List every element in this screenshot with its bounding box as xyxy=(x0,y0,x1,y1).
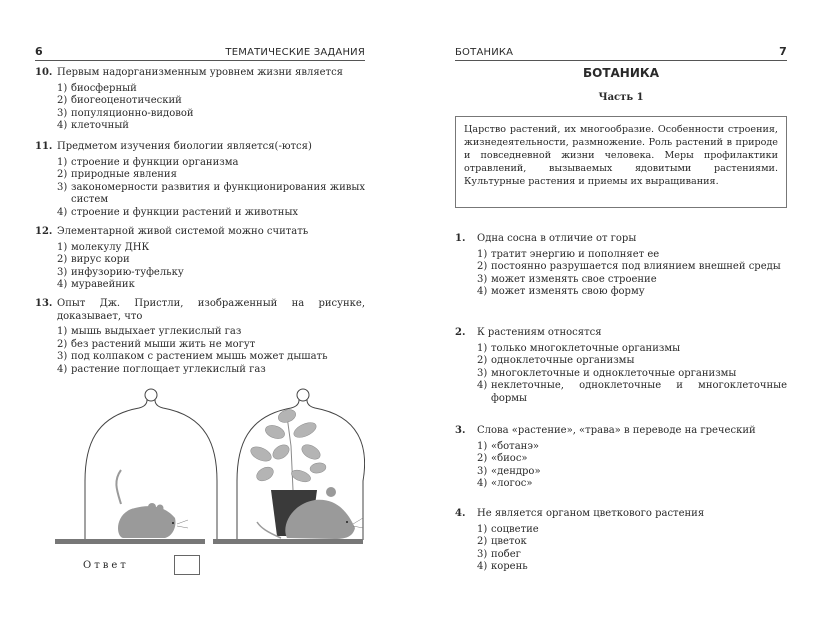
answer-option[interactable]: 3) «дендро» xyxy=(477,465,541,477)
answer-option[interactable]: 3) может изменять свое строение xyxy=(477,273,657,285)
answer-option[interactable]: 2) постоянно разрушается под влиянием внешней среды xyxy=(477,261,781,273)
answer-option[interactable]: 2) природные явления xyxy=(57,169,177,181)
question-number: 3. xyxy=(455,425,466,436)
question-4 xyxy=(455,508,787,574)
question-3 xyxy=(455,425,787,491)
page-number: 7 xyxy=(779,45,787,58)
question-number: 12. xyxy=(35,226,53,237)
topic-summary-box: Царство растений, их многообразие. Особенности строения, жизнедеятельности, размножение. Роль растений в природе и повседневной жизни человека. Меры профилактики отравлений, вызываемых ядовитыми растениями. Культурные растения и приемы их выращивания. xyxy=(455,116,787,208)
question-text: Слова «растение», «трава» в переводе на греческий xyxy=(477,425,756,436)
question-text: Первым надорганизменным уровнем жизни является xyxy=(57,67,343,78)
question-text: Одна сосна в отличие от горы xyxy=(477,233,637,244)
answer-input-box[interactable] xyxy=(174,555,200,575)
answer-option[interactable]: 2) вирус кори xyxy=(57,254,130,266)
running-head-left xyxy=(35,44,365,61)
question-text: Элементарной живой системой можно считать xyxy=(57,226,309,237)
running-head-title: ТЕМАТИЧЕСКИЕ ЗАДАНИЯ xyxy=(225,47,365,58)
question-number: 2. xyxy=(455,327,466,338)
question-11 xyxy=(35,141,365,220)
question-number: 11. xyxy=(35,141,53,152)
question-text: К растениям относятся xyxy=(477,327,602,338)
answer-option[interactable]: 1) тратит энергию и пополняет ее xyxy=(477,248,660,260)
page-number: 6 xyxy=(35,45,43,58)
answer-option[interactable]: 2) цветок xyxy=(477,536,527,548)
answer-option[interactable]: 2) без растений мыши жить не могут xyxy=(57,338,256,350)
question-number: 10. xyxy=(35,67,53,78)
answer-option[interactable]: 4) неклеточные, одноклеточные и многоклеточные формы xyxy=(477,380,787,404)
question-number: 4. xyxy=(455,508,466,519)
answer-option[interactable]: 4) клеточный xyxy=(57,120,129,132)
question-text: Не является органом цветкового растения xyxy=(477,508,705,519)
question-number: 1. xyxy=(455,233,466,244)
answer-option[interactable]: 4) корень xyxy=(477,561,528,573)
answer-option[interactable]: 4) муравейник xyxy=(57,279,135,291)
answer-option[interactable]: 3) популяционно-видовой xyxy=(57,107,194,119)
section-title: БОТАНИКА xyxy=(582,66,659,80)
answer-option[interactable]: 1) соцветие xyxy=(477,523,539,535)
answer-option[interactable]: 3) многоклеточные и одноклеточные организмы xyxy=(477,367,737,379)
answer-option[interactable]: 1) «ботанэ» xyxy=(477,440,540,452)
answer-option[interactable]: 3) инфузорию-туфельку xyxy=(57,266,184,278)
mouse-icon xyxy=(116,470,188,538)
part-title: Часть 1 xyxy=(598,92,644,103)
question-number: 13. xyxy=(35,298,53,309)
answer-option[interactable]: 1) мышь выдыхает углекислый газ xyxy=(57,326,242,338)
answer-option[interactable]: 3) побег xyxy=(477,548,521,560)
priestley-experiment-figure xyxy=(35,386,365,546)
answer-option[interactable]: 3) под колпаком с растением мышь может дышать xyxy=(57,351,328,363)
shelf-right xyxy=(213,539,363,544)
question-1 xyxy=(455,233,787,299)
answer-option[interactable]: 4) может изменять свою форму xyxy=(477,286,645,298)
answer-option[interactable]: 2) биогеоценотический xyxy=(57,95,182,107)
answer-option[interactable]: 1) молекулу ДНК xyxy=(57,241,150,253)
answer-option[interactable]: 2) одноклеточные организмы xyxy=(477,355,635,367)
answer-option[interactable]: 1) строение и функции организма xyxy=(57,156,239,168)
answer-option[interactable]: 4) «логос» xyxy=(477,478,533,490)
answer-option[interactable]: 4) растение поглощает углекислый газ xyxy=(57,363,266,375)
question-12 xyxy=(35,226,365,292)
answer-label: Ответ xyxy=(83,560,129,571)
answer-option[interactable]: 3) закономерности развития и функционирования живых систем xyxy=(57,181,365,206)
answer-option[interactable]: 4) строение и функции растений и животных xyxy=(57,206,299,218)
running-head-right xyxy=(455,44,787,61)
shelf-left xyxy=(55,539,205,544)
answer-option[interactable]: 2) «биос» xyxy=(477,453,528,465)
question-13 xyxy=(35,298,365,377)
question-text: Опыт Дж. Пристли, изображенный на рисунке, доказывает, что xyxy=(57,298,365,322)
answer-option[interactable]: 1) биосферный xyxy=(57,82,137,94)
question-text: Предметом изучения биологии является(-ются) xyxy=(57,141,312,152)
question-10 xyxy=(35,67,365,133)
running-head-title: БОТАНИКА xyxy=(455,47,514,58)
question-2 xyxy=(455,327,787,406)
answer-option[interactable]: 1) только многоклеточные организмы xyxy=(477,342,681,354)
